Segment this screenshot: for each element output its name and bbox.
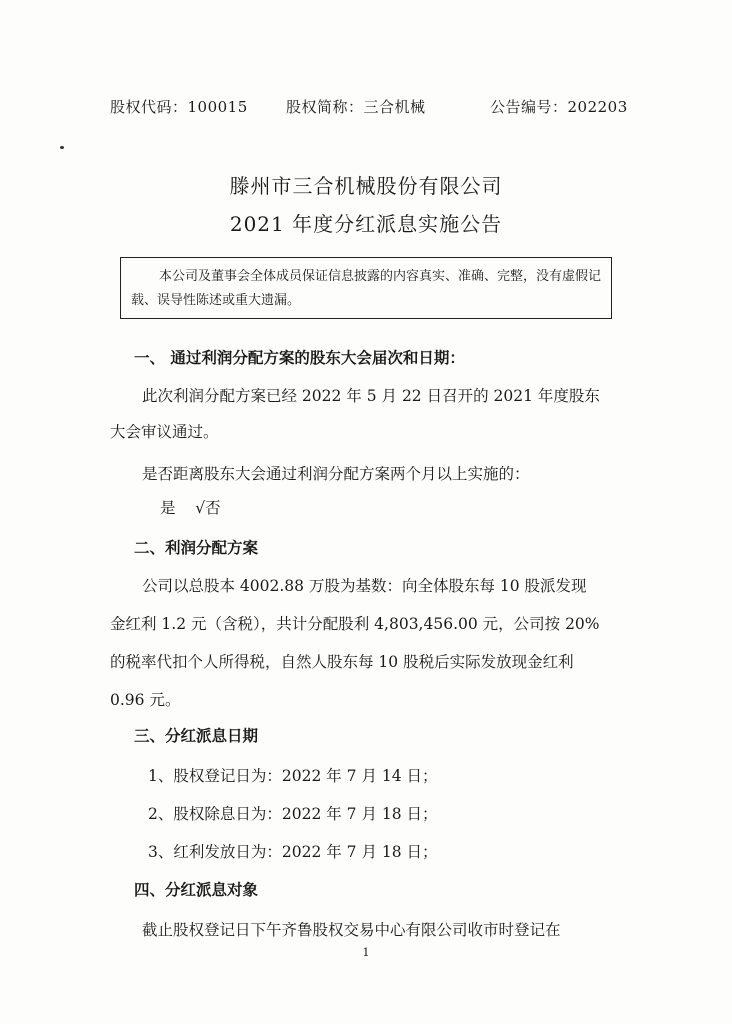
section-2-line-3: 的税率代扣个人所得税，自然人股东每 10 股税后实际发放现金红利 — [110, 653, 574, 671]
section-4-heading: 四、分红派息对象 — [134, 880, 259, 899]
section-3-item-1: 1、股权登记日为：2022 年 7 月 14 日； — [148, 767, 438, 785]
section-3-item-2: 2、股权除息日为：2022 年 7 月 18 日； — [148, 805, 438, 823]
section-4-line-1: 截止股权登记日下午齐鲁股权交易中心有限公司收市时登记在 — [142, 921, 561, 939]
section-1-line-2: 大会审议通过。 — [110, 423, 219, 441]
section-1-question: 是否距离股东大会通过利润分配方案两个月以上实施的： — [142, 465, 530, 483]
stock-abbreviation: 股权简称：三合机械 — [286, 98, 426, 116]
section-3-heading: 三、分红派息日期 — [134, 726, 259, 745]
disclaimer-box — [120, 257, 612, 319]
company-title: 滕州市三合机械股份有限公司 — [229, 174, 503, 198]
scan-speck — [60, 146, 64, 149]
disclaimer-text: 本公司及董事会全体成员保证信息披露的内容真实、准确、完整，没有虚假记载、误导性陈述或重大遗漏。 — [131, 269, 602, 308]
section-2-line-1: 公司以总股本 4002.88 万股为基数：向全体股东每 10 股派发现 — [142, 577, 587, 595]
section-2-line-2: 金红利 1.2 元（含税），共计分配股利 4,803,456.00 元，公司按 20% — [110, 615, 600, 633]
section-2-line-4: 0.96 元。 — [110, 691, 181, 709]
section-1-heading: 一、 通过利润分配方案的股东大会届次和日期： — [134, 348, 465, 367]
notice-number: 公告编号：202203 — [490, 98, 628, 116]
section-3-item-3: 3、红利发放日为：2022 年 7 月 18 日； — [148, 843, 438, 861]
section-2-heading: 二、利润分配方案 — [134, 538, 259, 557]
section-1-answer: 是 √否 — [160, 499, 221, 517]
stock-code: 股权代码：100015 — [110, 98, 248, 116]
announcement-title: 2021 年度分红派息实施公告 — [229, 212, 503, 236]
page-number: 1 — [362, 946, 370, 959]
section-1-line-1: 此次利润分配方案已经 2022 年 5 月 22 日召开的 2021 年度股东 — [142, 387, 600, 405]
